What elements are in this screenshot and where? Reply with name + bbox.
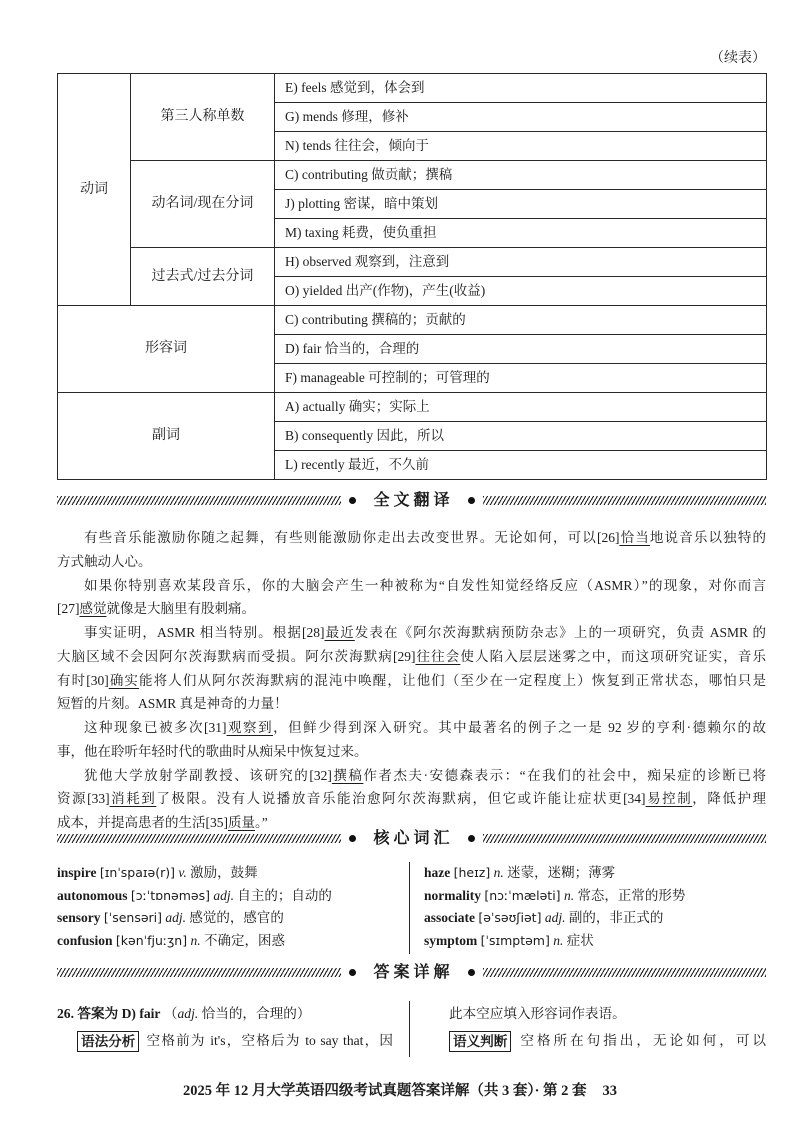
vocab-entry bbox=[57, 907, 402, 930]
option-cell: O) yielded 出产(作物)，产生(收益) bbox=[275, 277, 767, 306]
text-run: 能将人们从阿尔茨海默病的混沌中唤醒，让他们（至少在一定程度上）恢复到正常状态，哪怕只是 bbox=[139, 672, 766, 688]
category-verb: 动词 bbox=[58, 74, 131, 306]
text-run: ，降低护理 bbox=[692, 791, 766, 807]
answer-underline: 消耗到 bbox=[109, 791, 157, 807]
text-run: 就像是大脑里有股刺痛。 bbox=[106, 601, 255, 617]
option-cell: H) observed 观察到，注意到 bbox=[275, 248, 767, 277]
vocab-entry bbox=[424, 885, 766, 908]
text-run: 如果你特别喜欢某段音乐，你的大脑会产生一种被称为“自发性知觉经络反应（ASMR）”的现象，对你而言 bbox=[84, 577, 766, 593]
vocab-column-left bbox=[57, 862, 402, 953]
vocab-meaning: 自主的；自动的 bbox=[237, 887, 332, 903]
vocab-phonetic: [heɪz] bbox=[453, 865, 491, 880]
vocab-word: autonomous bbox=[57, 887, 128, 903]
text-run: 资源[33] bbox=[57, 791, 110, 807]
answer-underline: 撰稿 bbox=[331, 767, 364, 783]
vocab-phonetic: [əˈsəʊʃiət] bbox=[478, 910, 542, 926]
vocab-pos: n. bbox=[190, 933, 201, 949]
semantic-judgment-label: 语义判断 bbox=[449, 1031, 511, 1052]
hatch-rule bbox=[483, 834, 767, 843]
text-line bbox=[57, 574, 766, 598]
vocab-word: associate bbox=[424, 910, 475, 926]
vocab-meaning: 不确定，困惑 bbox=[203, 933, 285, 949]
vocab-entry bbox=[424, 930, 766, 953]
vocab-pos: adj. bbox=[165, 910, 187, 926]
option-cell: L) recently 最近，不久前 bbox=[275, 451, 767, 480]
text-run: [27] bbox=[57, 601, 80, 617]
vocab-pos: n. bbox=[493, 865, 504, 880]
text-run: 事，他在聆听年轻时代的歌曲时从痴呆中恢复过来。 bbox=[57, 743, 368, 759]
text-run: 发表在《阿尔茨海默病预防杂志》上的一项研究，负责 ASMR 的 bbox=[354, 625, 766, 640]
vocab-meaning: 症状 bbox=[566, 933, 594, 949]
vocab-pos: n. bbox=[553, 933, 564, 949]
table-row bbox=[58, 248, 767, 277]
grammar-analysis-label: 语法分析 bbox=[77, 1031, 139, 1052]
text-run: 有些音乐能激励你随之起舞，有些则能激励你走出去改变世界。无论如何，可以[26] bbox=[84, 530, 620, 545]
option-cell: B) consequently 因此，所以 bbox=[275, 422, 767, 451]
text-run: 方式触动人心。 bbox=[57, 553, 152, 569]
section-title: 全文翻译 bbox=[373, 490, 454, 509]
bullet-dot-icon bbox=[468, 835, 475, 842]
vocab-word: sensory bbox=[57, 910, 101, 926]
answer-column-right bbox=[449, 1000, 766, 1054]
vocab-phonetic: [ɪnˈspaɪə(r)] bbox=[99, 865, 175, 880]
vocab-column-right bbox=[424, 862, 766, 953]
option-cell: M) taxing 耗费，使负重担 bbox=[275, 219, 767, 248]
vocab-meaning: 副的，非正式的 bbox=[568, 910, 664, 926]
text-line bbox=[57, 716, 766, 740]
subcategory-gerund: 动名词/现在分词 bbox=[131, 161, 275, 248]
hatch-rule bbox=[483, 496, 767, 505]
semantic-judgment bbox=[449, 1027, 766, 1054]
column-divider bbox=[409, 862, 410, 954]
table-row bbox=[58, 74, 767, 103]
answer-underline: 观察到 bbox=[226, 720, 274, 735]
subcategory-past: 过去式/过去分词 bbox=[131, 248, 275, 306]
text-run: 成本，并提高患者的生活[35] bbox=[57, 815, 228, 830]
grammar-analysis-continued: 此本空应填入形容词作表语。 bbox=[449, 1006, 626, 1021]
option-cell: J) plotting 密谋，暗中策划 bbox=[275, 190, 767, 219]
answer-choice: 答案为 D) fair bbox=[77, 1006, 161, 1021]
gloss-open: （ bbox=[163, 1006, 178, 1021]
option-cell: A) actually 确实；实际上 bbox=[275, 393, 767, 422]
vocab-pos: adj. bbox=[213, 887, 235, 903]
vocab-entry bbox=[424, 907, 766, 930]
vocab-meaning: 激励，鼓舞 bbox=[190, 865, 258, 880]
vocab-entry bbox=[57, 930, 402, 953]
gloss-meaning: 恰当的，合理的 bbox=[201, 1006, 297, 1021]
gloss-close: ） bbox=[296, 1006, 311, 1021]
page-number: 33 bbox=[602, 1083, 618, 1099]
answer-underline: 确实 bbox=[108, 672, 140, 688]
text-run: 地说音乐以独特的 bbox=[649, 530, 766, 545]
question-number: 26. bbox=[57, 1006, 74, 1021]
category-adverb: 副词 bbox=[58, 393, 275, 480]
section-header-answers bbox=[57, 964, 766, 980]
footer-title: 2025 年 12 月大学英语四级考试真题答案详解（共 3 套）· 第 2 套 bbox=[182, 1083, 587, 1099]
grammar-analysis bbox=[57, 1027, 393, 1054]
section-header-translation bbox=[57, 492, 766, 508]
vocab-phonetic: [ɔːˈtɒnəməs] bbox=[130, 887, 211, 903]
option-cell: G) mends 修理，修补 bbox=[275, 103, 767, 132]
vocab-phonetic: [ˈsensəri] bbox=[103, 910, 163, 926]
option-cell: D) fair 恰当的，合理的 bbox=[275, 335, 767, 364]
gloss-pos: adj. bbox=[177, 1006, 199, 1021]
text-run: 使人陷入层层迷雾之中，而这项研究证实，音乐 bbox=[460, 648, 766, 664]
option-cell: C) contributing 撰稿的；贡献的 bbox=[275, 306, 767, 335]
text-line bbox=[57, 645, 766, 669]
answer-underline: 易控制 bbox=[645, 791, 693, 807]
subcategory-third-person: 第三人称单数 bbox=[131, 74, 275, 161]
option-cell: C) contributing 做贡献；撰稿 bbox=[275, 161, 767, 190]
answer-underline: 最近 bbox=[324, 625, 355, 640]
text-run: 有时[30] bbox=[57, 672, 109, 688]
text-line bbox=[57, 764, 766, 788]
answer-underline: 质量 bbox=[228, 815, 255, 830]
text-run: 大脑区域不会因阿尔茨海默病而受损。阿尔茨海默病[29] bbox=[57, 648, 416, 664]
bullet-dot-icon bbox=[349, 969, 356, 976]
answer-column-left bbox=[57, 1000, 393, 1054]
text-run: 犹他大学放射学副教授、该研究的[32] bbox=[84, 767, 332, 783]
text-line bbox=[57, 621, 766, 645]
vocab-phonetic: [kənˈfjuːʒn] bbox=[115, 933, 188, 949]
hatch-rule bbox=[57, 496, 341, 505]
bullet-dot-icon bbox=[349, 497, 356, 504]
answer-underline: 感觉 bbox=[79, 601, 107, 617]
vocab-phonetic: [nɔːˈmæləti] bbox=[484, 887, 561, 903]
vocab-entry bbox=[57, 885, 402, 908]
answer-underline: 恰当 bbox=[619, 530, 650, 545]
text-line bbox=[57, 597, 766, 621]
vocab-pos: adj. bbox=[544, 910, 566, 926]
vocab-entry bbox=[424, 862, 766, 885]
answer-underline: 往往会 bbox=[415, 648, 461, 664]
section-title: 答案详解 bbox=[373, 962, 454, 981]
text-run: 这种现象已被多次[31] bbox=[84, 720, 227, 735]
vocab-meaning: 感觉的，感官的 bbox=[189, 910, 284, 926]
hatch-rule bbox=[57, 968, 341, 977]
vocab-word: normality bbox=[424, 887, 481, 903]
page-footer bbox=[0, 1081, 800, 1101]
table-row bbox=[58, 161, 767, 190]
vocab-phonetic: [ˈsɪmptəm] bbox=[480, 933, 550, 949]
bullet-dot-icon bbox=[349, 835, 356, 842]
vocabulary-list bbox=[57, 862, 766, 954]
text-run: 作者杰夫·安德森表示：“在我们的社会中，痴呆症的诊断已将 bbox=[363, 767, 766, 783]
text-line bbox=[57, 526, 766, 550]
option-cell: E) feels 感觉到，体会到 bbox=[275, 74, 767, 103]
grammar-analysis-text: 空格前为 it's，空格后为 to say that，因 bbox=[145, 1033, 393, 1048]
continued-label: （续表） bbox=[710, 51, 766, 66]
text-run: ，但鲜少得到深入研究。其中最著名的例子之一是 92 岁的亨利·德赖尔的故 bbox=[273, 720, 766, 735]
section-header-vocabulary bbox=[57, 830, 766, 846]
text-run: 。” bbox=[255, 815, 268, 830]
hatch-rule bbox=[483, 968, 767, 977]
category-adjective: 形容词 bbox=[58, 306, 275, 393]
vocab-pos: v. bbox=[178, 865, 187, 880]
text-line bbox=[57, 669, 766, 693]
text-run: 事实证明，ASMR 相当特别。根据[28] bbox=[84, 625, 325, 640]
text-line bbox=[57, 740, 766, 764]
vocab-meaning: 常态，正常的形势 bbox=[577, 887, 686, 903]
option-cell: N) tends 往往会，倾向于 bbox=[275, 132, 767, 161]
answer-explanation bbox=[57, 1000, 766, 1058]
vocab-pos: n. bbox=[563, 887, 575, 903]
bullet-dot-icon bbox=[468, 969, 475, 976]
table-row bbox=[58, 393, 767, 422]
semantic-judgment-text: 空格所在句指出，无论如何，可以 bbox=[517, 1033, 766, 1048]
answer-heading bbox=[57, 1000, 393, 1027]
text-run: 短暂的片刻。ASMR 真是神奇的力量！ bbox=[57, 696, 288, 712]
vocab-meaning: 迷蒙，迷糊；薄雾 bbox=[507, 865, 616, 880]
hatch-rule bbox=[57, 834, 341, 843]
word-class-table bbox=[57, 73, 767, 480]
vocab-word: inspire bbox=[57, 865, 97, 880]
column-divider bbox=[409, 1001, 410, 1057]
text-line bbox=[57, 692, 766, 716]
vocab-word: haze bbox=[424, 865, 451, 880]
text-line bbox=[57, 550, 766, 574]
option-cell: F) manageable 可控制的；可管理的 bbox=[275, 364, 767, 393]
vocab-word: confusion bbox=[57, 933, 113, 949]
translation-text bbox=[57, 526, 766, 835]
table-row bbox=[58, 306, 767, 335]
vocab-word: symptom bbox=[424, 933, 478, 949]
vocab-entry bbox=[57, 862, 402, 885]
text-run: 了极限。没有人说播放音乐能治愈阿尔茨海默病，但它或许能让症状更[34] bbox=[156, 791, 646, 807]
section-title: 核心词汇 bbox=[373, 828, 454, 847]
bullet-dot-icon bbox=[468, 497, 475, 504]
text-line bbox=[57, 787, 766, 811]
